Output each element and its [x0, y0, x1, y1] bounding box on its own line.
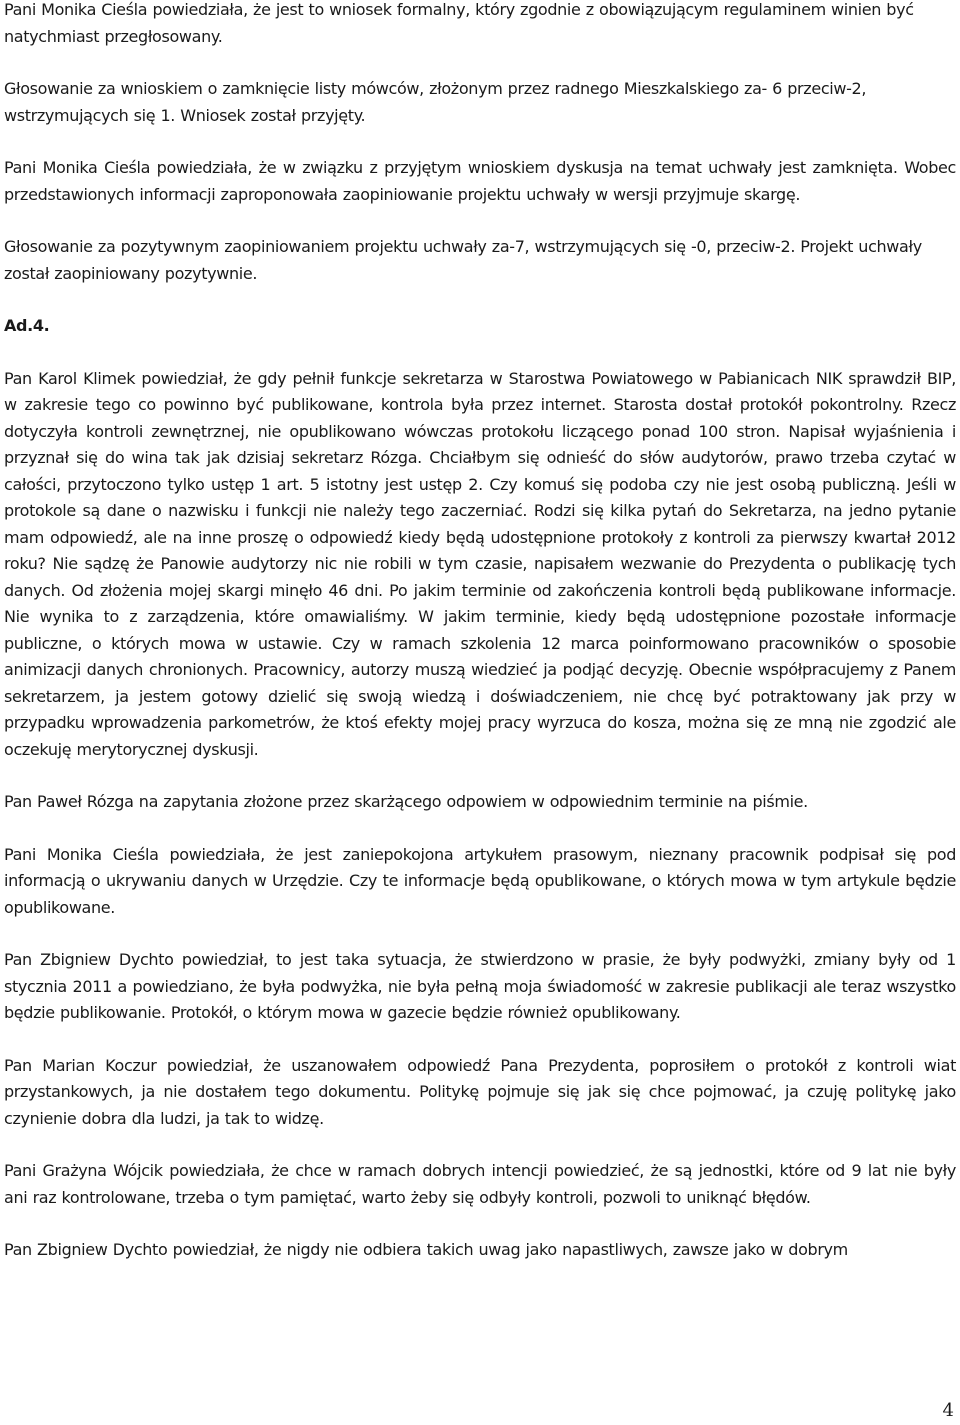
- paragraph-ciesla-press: Pani Monika Cieśla powiedziała, że jest zaniepokojona artykułem prasowym, nieznany pracownik podpisał się pod informacją o ukrywaniu danych w Urzędzie. Czy te informacje będą opublikowane, o których mowa w tym artykule będzie opublikowane.: [4, 844, 956, 917]
- paragraph-wojcik-statement: Pani Grażyna Wójcik powiedziała, że chce w ramach dobrych intencji powiedzieć, że są jednostki, które od 9 lat nie były ani raz kontrolowane, trzeba o tym pamiętać, warto żeby się odbyły kontroli, pozwoli to uniknąć błędów.: [4, 1161, 956, 1207]
- paragraph-formal-motion: Pani Monika Cieśla powiedziała, że jest to wniosek formalny, który zgodnie z obowiązującym regulaminem winien być natychmiast przegłosowany.: [4, 0, 914, 46]
- paragraph-dychto-closing: Pan Zbigniew Dychto powiedział, że nigdy nie odbiera takich uwag jako napastliwych, zawsze jako w dobrym: [4, 1240, 848, 1259]
- paragraph-discussion-closed: Pani Monika Cieśla powiedziała, że w związku z przyjętym wnioskiem dyskusja na temat uchwały jest zamknięta. Wobec przedstawionych informacji zaproponowała zaopiniowanie projektu uchwały w wersji przyjmuje skargę.: [4, 158, 956, 204]
- paragraph-vote-close-speakers: Głosowanie za wnioskiem o zamknięcie listy mówców, złożonym przez radnego Mieszkalskiego za- 6 przeciw-2, wstrzymujących się 1. Wniosek został przyjęty.: [4, 79, 867, 125]
- paragraph-klimek-statement: Pan Karol Klimek powiedział, że gdy pełnił funkcje sekretarza w Starostwa Powiatowego w Pabianicach NIK sprawdził BIP, w zakresie tego co powinno być publikowane, kontrola była przez internet. Starosta dostał protokół pokontrolny. Rzecz dotyczyła kontroli zewnętrznej, nie opublikowano wówczas protokołu liczącego ponad 100 stron. Napisał wyjaśnienia i przyznał się do wina tak jak dzisiaj sekretarz Rózga. Chciałbym się odnieść do słów audytorów, prawo trzeba czytać w całości, przytoczono tylko ustęp 1 art. 5 istotny jest ustęp 2. Czy komuś się podoba czy nie jest osobą publiczną. Jeśli w protokole są dane o nazwisku i funkcji nie należy tego zaczerniać. Rodzi się kilka pytań do Sekretarza, na jedno pytanie mam odpowiedź, ale na inne proszę o odpowiedź kiedy będą udostępnione protokoły z kontroli za pierwszy kwartał 2012 roku? Nie sądzę że Panowie audytorzy nic nie robili w tym czasie, napisałem wezwanie do Prezydenta o publikację tych danych. Od złożenia mojej skargi minęło 46 dni. Po jakim terminie od zakończenia kontroli będą publikowane informacje. Nie wynika to z zarządzenia, które omawialiśmy. W jakim terminie, kiedy będą udostępnione pozostałe informacje publiczne, o których mowa w ustawie. Czy w ramach szkolenia 12 marca poinformowano pracowników o sposobie animizacji danych chronionych. Pracownicy, autorzy muszą wiedzieć ja podjąć decyzję. Obecnie współpracujemy z Panem sekretarzem, ja jestem gotowy dzielić się swoją wiedzą i doświadczeniem, nie chcę być potraktowany jak przy w przypadku wprowadzenia parkometrów, że ktoś efekty mojej pracy wyrzuca do kosza, można się ze mną nie zgodzić ale oczekuję merytorycznej dyskusji.: [4, 368, 956, 759]
- paragraph-rozga-reply: Pan Paweł Rózga na zapytania złożone przez skarżącego odpowiem w odpowiednim terminie na piśmie.: [4, 792, 808, 811]
- paragraph-koczur-statement: Pan Marian Koczur powiedział, że uszanowałem odpowiedź Pana Prezydenta, poprosiłem o protokół z kontroli wiat przystankowych, ja nie dostałem tego dokumentu. Politykę pojmuje się jak się chce pojmować, ja czuję politykę jako czynienie dobra dla ludzi, ja tak to widzę.: [4, 1055, 956, 1128]
- paragraph-vote-resolution: Głosowanie za pozytywnym zaopiniowaniem projektu uchwały za-7, wstrzymujących się -0, przeciw-2. Projekt uchwały został zaopiniowany pozytywnie.: [4, 237, 922, 283]
- page-number: 4: [942, 1400, 954, 1421]
- paragraph-dychto-statement: Pan Zbigniew Dychto powiedział, to jest taka sytuacja, że stwierdzono w prasie, że były podwyżki, zmiany były od 1 stycznia 2011 a powiedziano, że była podwyżka, nie była pełną moja świadomość w zakresie publikacji ale teraz wszystko będzie publikowanie. Protokół, o którym mowa w gazecie będzie również opublikowany.: [4, 950, 956, 1022]
- section-heading-ad4: Ad.4.: [4, 316, 50, 335]
- document-body: [4, 0, 956, 1290]
